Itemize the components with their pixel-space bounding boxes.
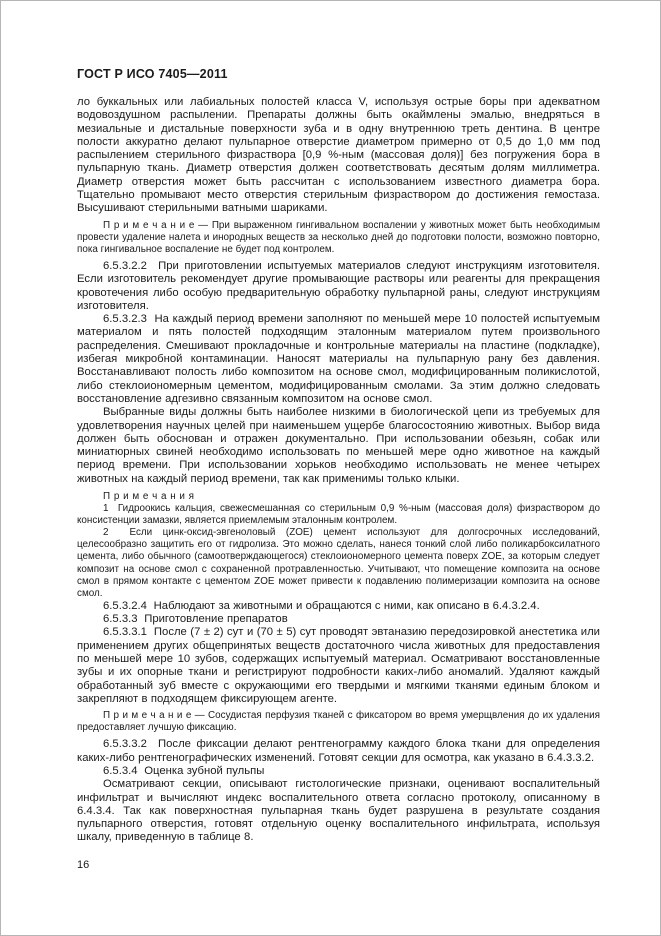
clause-6-5-3-3-2: 6.5.3.3.2 После фиксации делают рентгенограмму каждого блока ткани для определения каких-либо рентгенографических изменений. Готовят секции для осмотра, как указано в 6.4.3.3.2.: [77, 738, 600, 764]
standard-code-header: ГОСТ Р ИСО 7405—2011: [77, 67, 228, 81]
page-number: 16: [77, 858, 90, 871]
clause-6-5-3-2-2: 6.5.3.2.2 При приготовлении испытуемых материалов следуют инструкциям изготовителя. Если изготовитель рекомендует другие промывающие растворы или реагенты для прекращения кровотечения либо особую предварительную обработку пульпарной раны, следуют инструкциям изготовителя.: [77, 259, 600, 312]
notes-heading: П р и м е ч а н и я: [103, 491, 195, 502]
paragraph-pulp-evaluation: Осматривают секции, описывают гистологические признаки, оценивают воспалительный инфильтрат и вычисляют индекс воспалительного ответа согласно протоколу, описанному в 6.4.3.4. Так как поверхностная пульпарная ткань будет разрушена в результате создания пульпарного отверстия, готовят отдельную оценку воспалительного инфильтрата, используя шкалу, приведенную в таблице 8.: [77, 778, 600, 844]
clause-6-5-3-4-heading: 6.5.3.4 Оценка зубной пульпы: [103, 765, 265, 777]
note-item-2: 2 Если цинк-оксид-эвгеноловый (ZOE) цемент используют для долгосрочных исследований, целесообразно защитить его от гидролиза. Это можно сделать, нанеся тонкий слой либо поликарбоксилатного цемента, либо обычного (самоотверждающегося) стеклоиономерного цемента поверх ZOE, за которым следует композит на основе смол с сохраненной протравленностью. Учитывают, что помещение композита на основе смол в прямом контакте с цементом ZOE может привести к подавлению полимеризации композита на основе смол.: [77, 527, 600, 599]
paragraph-continuation: ло буккальных или лабиальных полостей класса V, используя острые боры при адекватном водовоздушном распылении. Препараты должны быть окаймлены эмалью, внедряться в мезиальные и дистальные поверхности зуба и в одну внутреннюю треть дентина. В центре полости аккуратно делают пульпарное отверстие диаметром примерно от 0,5 до 1,0 мм под распылением стерильного физраствора [0,9 %-ным (массовая доля)] без погружения бора в пульпарную ткань. Диаметр отверстия должен соответствовать десятым долям миллиметра. Диаметр отверстия может быть рассчитан с использованием известного диаметра бора. Тщательно промывают место отверстия стерильным физраствором до достижения гемостаза. Высушивают стерильными ватными шариками.: [77, 96, 600, 215]
note-item-1: 1 Гидроокись кальция, свежесмешанная со стерильным 0,9 %-ным (массовая доля) физраствором до консистенции замазки, является приемлемым эталонным контролем.: [77, 503, 600, 527]
note-vascular-perfusion: П р и м е ч а н и е — Сосудистая перфузия тканей с фиксатором во время умерщвления до их удаления предоставляет лучшую фиксацию.: [77, 710, 600, 734]
clause-6-5-3-3-1: 6.5.3.3.1 После (7 ± 2) сут и (70 ± 5) сут проводят эвтаназию передозировкой анестетика или применением других общепринятых веществ достаточного числа животных для предоставления по меньшей мере 10 зубов, содержащих испытуемый материал. Осматривают восстановленные зубы и их опорные ткани и регистрируют подробности каких-либо аномалий. Удаляют каждый обработанный зуб вместе с окружающими его твердыми и мягкими тканями единым блоком и закрепляют в подходящем фиксирующем агенте.: [77, 626, 600, 705]
clause-6-5-3-3-heading: 6.5.3.3 Приготовление препаратов: [103, 613, 288, 626]
note-gingival-inflammation: П р и м е ч а н и е — При выраженном гингивальном воспалении у животных может быть необходимым провести удаление налета и инородных веществ за несколько дней до подготовки полости, возможно повторно, пока гингивальное воспаление не будет под контролем.: [77, 219, 600, 255]
paragraph-species-selection: Выбранные виды должны быть наиболее низкими в биологической цепи из требуемых для удовлетворения научных целей при наименьшем ущербе благосостоянию животных. Выбор вида должен быть обоснован и отражен документально. При использовании обезьян, собак или миниатюрных свиней необходимо использовать по меньшей мере одно животное на каждый период времени. При использовании хорьков необходимо использовать не менее четырех животных на каждый период времени, так как применимы только клыки.: [77, 406, 600, 485]
clause-6-5-3-2-3: 6.5.3.2.3 На каждый период времени заполняют по меньшей мере 10 полостей испытуемым материалом и пять полостей подходящим эталонным материалом путем произвольного распределения. Смешивают прокладочные и контрольные материалы на пластине (подкладке), избегая микробной контаминации. Наносят материалы на пульпарную рану без давления. Восстанавливают полость либо композитом на основе смол, модифицированным поликислотой, либо стеклоиономерным цементом, модифицированным смолами. За этим должно следовать восстановление адгезивно связанным композитом на основе смол.: [77, 313, 600, 405]
clause-6-5-3-2-4: 6.5.3.2.4 Наблюдают за животными и обращаются с ними, как описано в 6.4.3.2.4.: [103, 599, 540, 612]
